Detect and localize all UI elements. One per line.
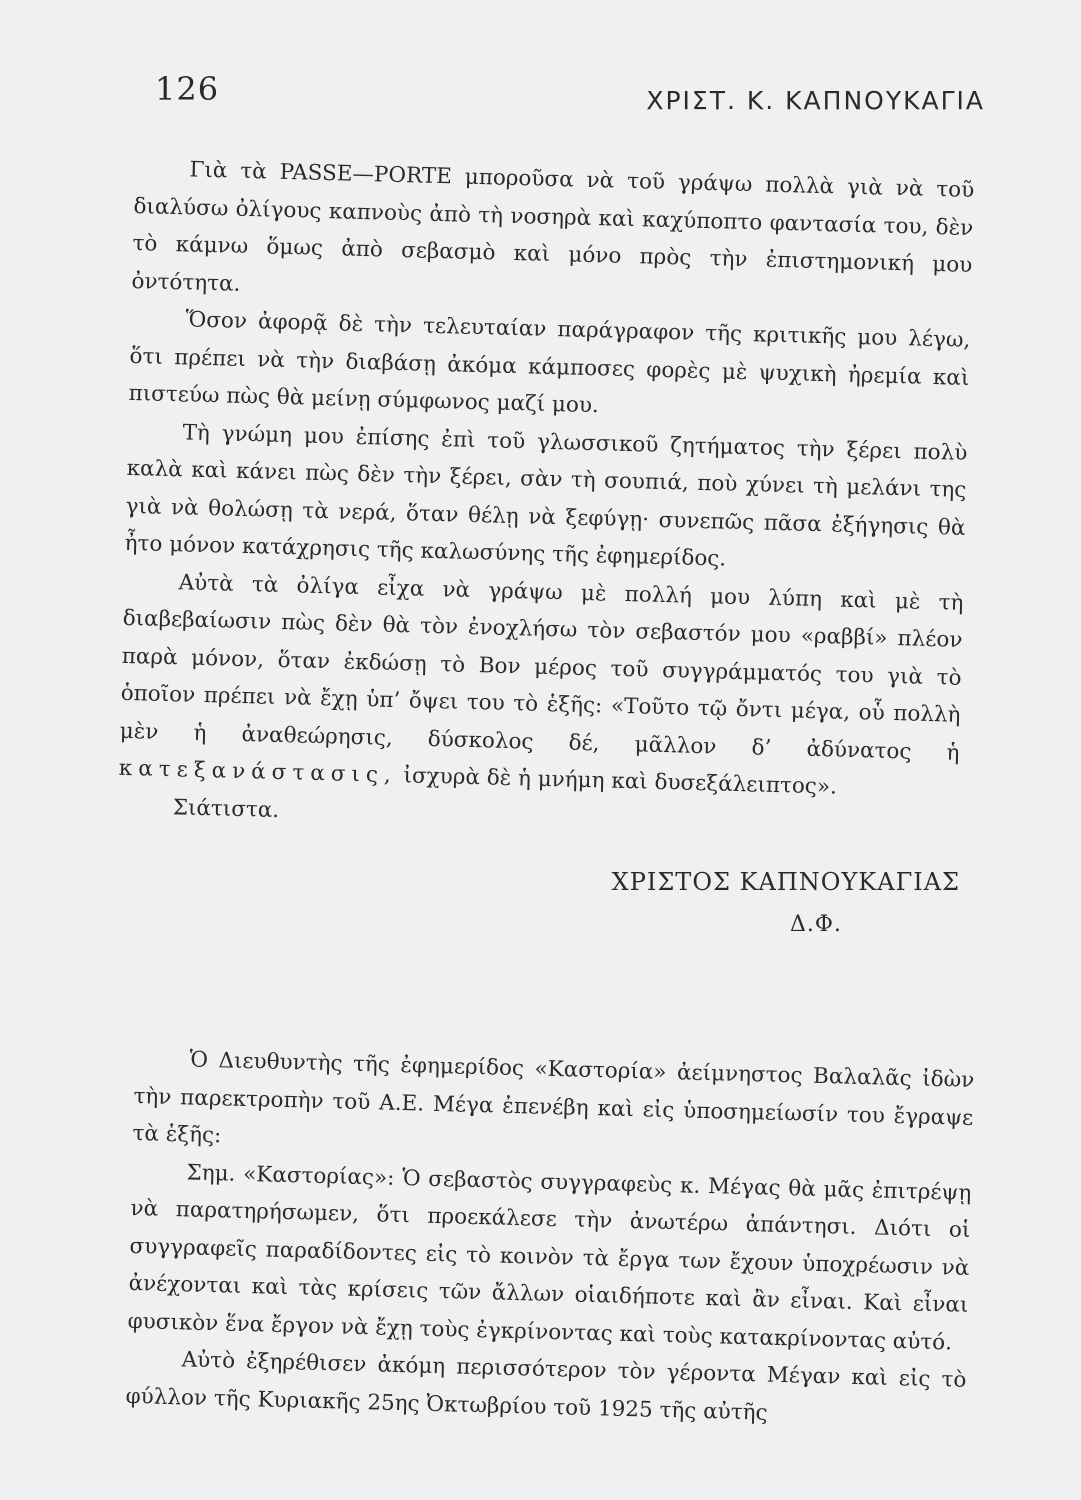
commentary-body	[125, 1040, 975, 1437]
letter-closing-place: Σιάτιστα.	[172, 794, 280, 823]
page-header	[155, 66, 985, 116]
letter-paragraph-2: Ὅσον ἀφορᾷ δὲ τὴν τελευταίαν παράγραφον τῆς κριτικῆς μου λέγω, ὅτι πρέπει νὰ τὴν διαβάσῃ ἀκόμα κάμποσες φορὲς μὲ ψυχικὴ ἠρεμία καὶ πιστεύω πὼς θὰ μείνῃ σύμφωνος μαζί μου.	[128, 307, 971, 419]
letter-paragraph-4-part-2: ἰσχυρὰ δὲ ἡ μνήμη καὶ δυσεξάλειπτος».	[403, 763, 838, 800]
letter-paragraph-4	[118, 562, 964, 809]
letter-paragraph-1: Γιὰ τὰ PASSE—PORTE μποροῦσα νὰ τοῦ γράψω πολλὰ γιὰ νὰ τοῦ διαλύσω ὀλίγους καπνοὺς ἀπὸ τὴ νοσηρὰ καὶ καχύποπτο φαντασία του, δὲν τὸ κάμνω ὅμως ἀπὸ σεβασμὸ καὶ μόνο πρὸς τὴν ἐπιστημονική μου ὀντότητα.	[131, 157, 975, 297]
page-number: 126	[155, 70, 220, 108]
signature-title: Δ.Φ.	[790, 912, 842, 937]
letter-paragraph-3: Τὴ γνώμη μου ἐπίσης ἐπὶ τοῦ γλωσσικοῦ ζητήματος τὴν ξέρει πολὺ καλὰ καὶ κάνει πὼς δὲν τὴν ξέρει, σὰν τὴ σουπιά, ποὺ χύνει τὴ μελάνι της γιὰ νὰ θολώσῃ τὰ νερά, ὅταν θέλῃ νὰ ξεφύγῃ· συνεπῶς πᾶσα ἐξήγησις θὰ ἦτο μόνον κατάχρησις τῆς καλωσύνης τῆς ἐφημερίδος.	[124, 419, 968, 572]
commentary-paragraph-1: Ὁ Διευθυντὴς τῆς ἐφημερίδος «Καστορία» ἀείμνηστος Βαλαλᾶς ἰδὼν τὴν παρεκτροπὴν τοῦ Α.Ε. Μέγα ἐπενέβη καὶ εἰς ὑποσημείωσίν του ἔγραψε τὰ ἑξῆς:	[132, 1047, 975, 1149]
signature-name: ΧΡΙΣΤΟΣ ΚΑΠΝΟΥΚΑΓΙΑΣ	[611, 868, 960, 896]
commentary-paragraph-2: Σημ. «Καστορίας»: Ὁ σεβαστὸς συγγραφεὺς κ. Μέγας θὰ μᾶς ἐπιτρέψῃ νὰ παρατηρήσωμεν, ὅτι προεκάλεσε τὴν ἀνωτέρω ἀπάντησι. Διότι οἱ συγγραφεῖς παραδίδοντες εἰς τὸ κοινὸν τὰ ἔργα των ἔχουν ὑποχρέωσιν νὰ ἀνέχονται καὶ τὰς κρίσεις τῶν ἄλλων οἱαιδήποτε καὶ ἂν εἶναι. Καὶ εἶναι φυσικὸν ἕνα ἔργον νὰ ἔχῃ τοὺς ἐγκρίνοντας καὶ τοὺς κατακρίνοντας αὐτό.	[127, 1159, 972, 1355]
commentary-paragraph-3: Αὐτὸ ἐξηρέθισεν ἀκόμη περισσότερον τὸν γέροντα Μέγαν καὶ εἰς τὸ φύλλον τῆς Κυριακῆς 25ης Ὀκτωβρίου τοῦ 1925 τῆς αὐτῆς	[125, 1347, 967, 1426]
spaced-word: κατεξανάστασις,	[118, 755, 398, 789]
running-head: ΧΡΙΣΤ. Κ. ΚΑΠΝΟΥΚΑΓΙΑ	[646, 86, 985, 115]
letter-paragraph-4-part-1: Αὐτὰ τὰ ὀλίγα εἶχα νὰ γράψω μὲ πολλή μου λύπη καὶ μὲ τὴ διαβεβαίωσιν πὼς δὲν θὰ τὸν ἐνοχλήσω τὸν σεβαστόν μου «ραββί» πλέον παρὰ μόνον, ὅταν ἐκδώσῃ τὸ Βον μέρος τοῦ συγγράμματός του γιὰ τὸ ὁποῖον πρέπει νὰ ἔχῃ ὑπ’ ὄψει του τὸ ἑξῆς: «Τοῦτο τῷ ὄντι μέγα, οὗ πολλὴ μὲν ἡ ἀναθεώρησις, δύσκολος δέ, μᾶλλον δ’ ἀδύνατος ἡ	[119, 569, 964, 766]
letter-body	[117, 150, 974, 847]
